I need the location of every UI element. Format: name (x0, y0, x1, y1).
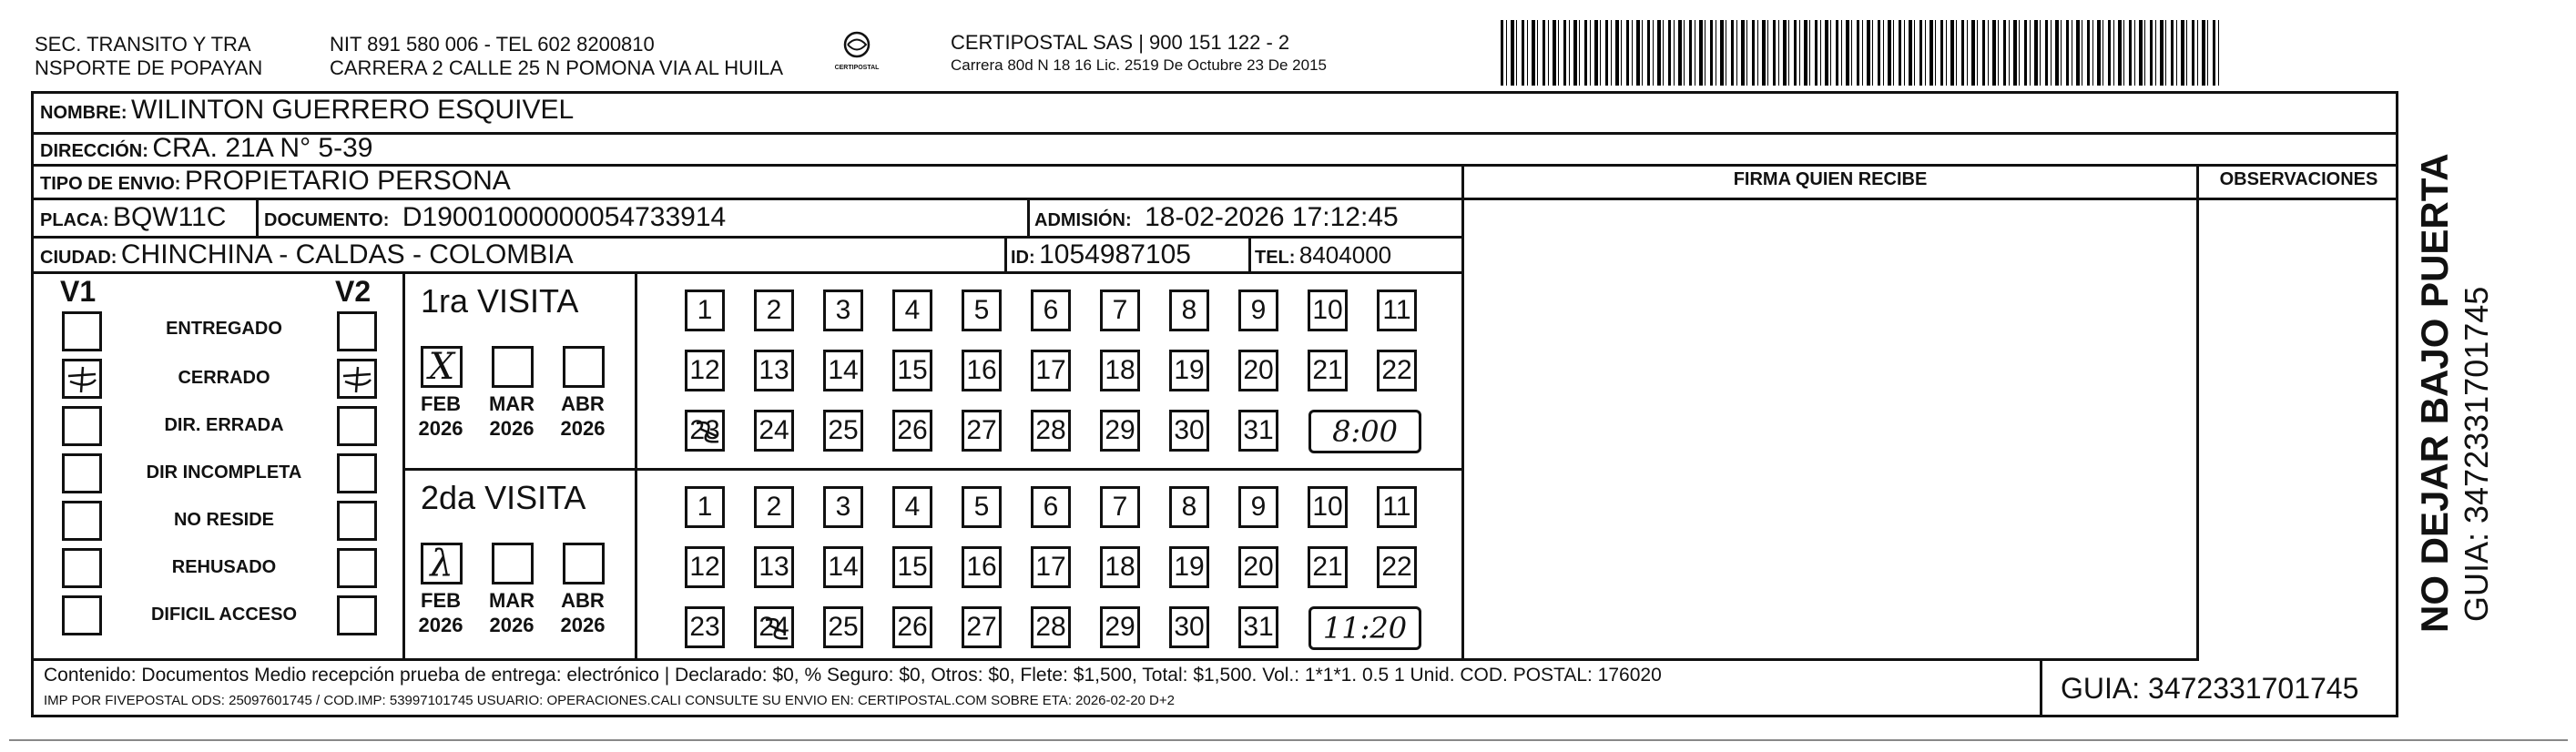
day-number: 25 (828, 612, 859, 642)
month-label (483, 588, 541, 637)
day-box[interactable] (1031, 350, 1071, 391)
day-number: 7 (1112, 492, 1128, 522)
side-guia: GUIA: 3472331701745 (2458, 286, 2495, 622)
day-box[interactable] (1031, 546, 1071, 588)
id-label: ID: (1011, 248, 1035, 268)
carrier-sub: Carrera 80d N 18 16 Lic. 2519 De Octubre 23 De 2015 (951, 56, 1327, 74)
day-box[interactable] (1238, 606, 1278, 648)
month-label (412, 391, 470, 441)
tel-label: TEL: (1255, 248, 1296, 268)
day-box[interactable] (685, 486, 725, 528)
tipo-field (40, 166, 511, 197)
direccion-field (40, 133, 372, 164)
month-year: 2026 (560, 614, 606, 636)
v1-checkbox[interactable] (62, 406, 102, 446)
day-number: 27 (966, 415, 997, 445)
day-number: 29 (1105, 415, 1135, 445)
divider (2196, 164, 2199, 661)
day-number: 9 (1250, 492, 1267, 522)
day-number: 26 (897, 612, 928, 642)
month-label (554, 588, 612, 637)
day-box[interactable] (962, 350, 1002, 391)
month-checkbox[interactable] (492, 543, 534, 584)
side-warning: NO DEJAR BAJO PUERTA (2413, 153, 2456, 633)
day-box[interactable] (823, 350, 863, 391)
day-box[interactable] (1031, 290, 1071, 331)
v1-checkbox[interactable] (62, 453, 102, 493)
divider (31, 271, 1464, 274)
divider (1461, 164, 1464, 661)
divider (2040, 658, 2042, 717)
day-number: 12 (689, 552, 720, 582)
month-checkbox[interactable] (563, 346, 605, 388)
day-box[interactable] (1100, 350, 1140, 391)
day-number: 10 (1312, 295, 1343, 325)
day-box[interactable] (1169, 290, 1209, 331)
day-box[interactable] (754, 486, 794, 528)
logo-icon (839, 31, 875, 62)
status-label: CERRADO (178, 368, 270, 388)
day-box[interactable] (823, 410, 863, 452)
day-number: 3 (835, 492, 851, 522)
day-number: 5 (973, 492, 990, 522)
day-box[interactable] (823, 546, 863, 588)
v1-checkbox[interactable] (62, 548, 102, 588)
day-box[interactable] (1238, 410, 1278, 452)
status-label: DIFICIL ACCESO (150, 605, 297, 625)
address-line: CARRERA 2 CALLE 25 N POMONA VIA AL HUILA (330, 56, 784, 79)
agency-contact (330, 33, 783, 80)
day-number: 28 (1035, 612, 1066, 642)
nombre-field (40, 95, 574, 126)
imp-line: IMP POR FIVEPOSTAL ODS: 25097601745 / COD.IMP: 53997101745 USUARIO: OPERACIONES.CALI CONSULTE SU ENVIO EN: CERTIPOSTAL.COM SOBRE ETA: 2026-02-20 D+2 (44, 693, 1175, 708)
carrier-info (951, 30, 1327, 76)
day-box[interactable] (1308, 350, 1348, 391)
day-box[interactable] (685, 546, 725, 588)
day-box[interactable] (1031, 486, 1071, 528)
day-number: 23 (689, 612, 720, 642)
tipo-value: PROPIETARIO PERSONA (184, 166, 511, 196)
divider (1461, 198, 2398, 200)
day-box[interactable] (1169, 410, 1209, 452)
day-box[interactable] (962, 290, 1002, 331)
month-name: MAR (488, 589, 535, 612)
divider (31, 658, 2196, 661)
nombre-value: WILINTON GUERRERO ESQUIVEL (131, 95, 575, 125)
v2-header: V2 (335, 275, 372, 308)
day-number: 29 (1105, 612, 1135, 642)
certipostal-logo (834, 31, 880, 71)
day-box[interactable] (892, 486, 932, 528)
day-number: 12 (689, 355, 720, 385)
day-number: 4 (904, 492, 921, 522)
day-box[interactable] (1100, 290, 1140, 331)
footer-guia: GUIA: 3472331701745 (2061, 672, 2359, 705)
day-box[interactable] (1169, 350, 1209, 391)
firma-header (1464, 169, 2196, 190)
day-box[interactable] (1308, 486, 1348, 528)
v2-checkbox[interactable] (337, 501, 377, 541)
month-checkbox[interactable] (421, 346, 463, 388)
day-box[interactable] (892, 350, 932, 391)
day-number: 13 (759, 355, 789, 385)
tipo-label: TIPO DE ENVIO: (40, 174, 181, 194)
day-box[interactable] (1238, 350, 1278, 391)
day-number: 20 (1243, 355, 1274, 385)
documento-label: DOCUMENTO: (264, 210, 390, 230)
v2-checkbox[interactable] (337, 548, 377, 588)
placa-label: PLACA: (40, 210, 109, 230)
admision-value: 18-02-2026 17:12:45 (1145, 202, 1399, 232)
time-box[interactable] (1308, 606, 1421, 650)
nit-line: NIT 891 580 006 - TEL 602 8200810 (330, 33, 655, 56)
day-box[interactable] (1308, 546, 1348, 588)
divider (31, 132, 2398, 135)
day-number: 24 (759, 612, 789, 642)
month-label (554, 391, 612, 441)
month-year: 2026 (489, 417, 535, 440)
divider (256, 198, 259, 236)
barcode (1501, 20, 2220, 86)
month-label (412, 588, 470, 637)
month-name: FEB (421, 392, 461, 415)
day-box[interactable] (1377, 350, 1417, 391)
day-box[interactable] (1100, 410, 1140, 452)
ciudad-value: CHINCHINA - CALDAS - COLOMBIA (120, 239, 574, 269)
tel-field (1255, 241, 1391, 269)
status-label: REHUSADO (171, 557, 277, 577)
divider (1027, 198, 1030, 236)
tel-value: 8404000 (1298, 241, 1392, 269)
day-number: 30 (1174, 415, 1205, 445)
observaciones-label: OBSERVACIONES (2219, 169, 2378, 189)
day-box[interactable] (823, 606, 863, 648)
day-number: 10 (1312, 492, 1343, 522)
day-number: 1 (697, 492, 713, 522)
day-box[interactable] (685, 606, 725, 648)
admision-label: ADMISIÓN: (1034, 210, 1132, 230)
agency-line-1: SEC. TRANSITO Y TRA (35, 33, 251, 56)
day-number: 27 (966, 612, 997, 642)
day-box[interactable] (1169, 486, 1209, 528)
day-box[interactable] (1169, 606, 1209, 648)
v1-checkbox[interactable] (62, 359, 102, 399)
day-box[interactable] (754, 546, 794, 588)
day-box[interactable] (892, 410, 932, 452)
v2-checkbox[interactable] (337, 595, 377, 635)
day-number: 8 (1181, 492, 1197, 522)
day-box[interactable] (892, 546, 932, 588)
day-number: 20 (1243, 552, 1274, 582)
day-number: 3 (835, 295, 851, 325)
day-number: 6 (1043, 492, 1059, 522)
day-box[interactable] (754, 350, 794, 391)
divider (1248, 236, 1251, 271)
visit-title: 2da VISITA (421, 479, 586, 516)
nombre-label: NOMBRE: (40, 103, 127, 123)
day-number: 31 (1243, 612, 1274, 642)
admision-field (1034, 202, 1399, 233)
day-box[interactable] (685, 290, 725, 331)
placa-value: BQW11C (113, 202, 227, 232)
firma-label: FIRMA QUIEN RECIBE (1733, 169, 1928, 189)
visit-title: 1ra VISITA (421, 282, 579, 320)
day-number: 24 (759, 415, 789, 445)
divider (1004, 236, 1007, 271)
month-checkbox[interactable] (492, 346, 534, 388)
observaciones-header (2199, 169, 2398, 190)
direccion-label: DIRECCIÓN: (40, 141, 148, 161)
status-label: DIR INCOMPLETA (146, 462, 302, 483)
day-number: 15 (897, 552, 928, 582)
logo-text: CERTIPOSTAL (834, 65, 880, 71)
divider (402, 468, 1464, 471)
day-number: 25 (828, 415, 859, 445)
month-year: 2026 (418, 614, 463, 636)
day-number: 21 (1312, 552, 1343, 582)
day-box[interactable] (1238, 290, 1278, 331)
checkmark-icon (65, 361, 99, 396)
status-label: DIR. ERRADA (164, 415, 284, 435)
day-box[interactable] (962, 486, 1002, 528)
day-number: 7 (1112, 295, 1128, 325)
day-box[interactable] (1238, 546, 1278, 588)
checkmark-icon (340, 361, 374, 396)
agency-line-2: NSPORTE DE POPAYAN (35, 56, 263, 79)
id-value: 1054987105 (1039, 239, 1191, 269)
day-box[interactable] (1100, 546, 1140, 588)
day-number: 15 (897, 355, 928, 385)
v1-checkbox[interactable] (62, 501, 102, 541)
day-number: 16 (966, 355, 997, 385)
day-number: 28 (1035, 415, 1066, 445)
v2-checkbox[interactable] (337, 311, 377, 351)
day-number: 22 (1381, 552, 1412, 582)
contenido-line: Contenido: Documentos Medio recepción prueba de entrega: electrónico | Declarado: $0, % Seguro: $0, Otros: $0, Flete: $1,500, Total: $1,500. Vol.: 1*1*1. 0.5 1 Unid. COD. POSTAL: 176020 (44, 665, 1662, 686)
day-box[interactable] (892, 606, 932, 648)
day-box[interactable] (962, 606, 1002, 648)
day-number: 14 (828, 552, 859, 582)
placa-field (40, 202, 226, 233)
day-number: 4 (904, 295, 921, 325)
v2-checkbox[interactable] (337, 406, 377, 446)
month-name: ABR (561, 392, 605, 415)
agency-name (35, 33, 262, 80)
handwritten-mark: X (428, 346, 455, 388)
day-box[interactable] (1031, 606, 1071, 648)
ciudad-field (40, 239, 574, 270)
scribble-mark-icon (760, 613, 793, 645)
bottom-rule (9, 739, 2568, 741)
id-field (1011, 239, 1191, 270)
day-box[interactable] (754, 606, 794, 648)
day-number: 21 (1312, 355, 1343, 385)
month-name: FEB (421, 589, 461, 612)
scribble-mark-icon (691, 416, 724, 449)
day-number: 13 (759, 552, 789, 582)
documento-value: D19001000000054733914 (402, 202, 727, 232)
day-box[interactable] (754, 410, 794, 452)
v2-checkbox[interactable] (337, 453, 377, 493)
v1-checkbox[interactable] (62, 311, 102, 351)
direccion-value: CRA. 21A N° 5-39 (152, 133, 373, 163)
day-number: 18 (1105, 552, 1135, 582)
carrier-line: CERTIPOSTAL SAS | 900 151 122 - 2 (951, 31, 1290, 54)
day-number: 5 (973, 295, 990, 325)
day-box[interactable] (685, 410, 725, 452)
divider (635, 271, 637, 661)
day-box[interactable] (962, 546, 1002, 588)
documento-field (264, 202, 726, 233)
day-number: 30 (1174, 612, 1205, 642)
handwritten-mark: λ (430, 543, 453, 584)
day-box[interactable] (823, 290, 863, 331)
ciudad-label: CIUDAD: (40, 248, 117, 268)
time-value: 8:00 (1332, 414, 1398, 449)
v1-header: V1 (60, 275, 97, 308)
day-box[interactable] (823, 486, 863, 528)
day-number: 11 (1382, 295, 1411, 325)
day-number: 23 (689, 415, 720, 445)
day-number: 17 (1035, 552, 1066, 582)
day-number: 16 (966, 552, 997, 582)
month-checkbox[interactable] (421, 543, 463, 584)
day-box[interactable] (1308, 290, 1348, 331)
day-box[interactable] (1238, 486, 1278, 528)
month-year: 2026 (560, 417, 606, 440)
day-box[interactable] (892, 290, 932, 331)
v1-checkbox[interactable] (62, 595, 102, 635)
day-number: 22 (1381, 355, 1412, 385)
v2-checkbox[interactable] (337, 359, 377, 399)
day-number: 19 (1174, 355, 1205, 385)
month-checkbox[interactable] (563, 543, 605, 584)
day-box[interactable] (1377, 290, 1417, 331)
status-label: ENTREGADO (166, 319, 282, 339)
day-number: 9 (1250, 295, 1267, 325)
day-number: 6 (1043, 295, 1059, 325)
day-box[interactable] (1377, 486, 1417, 528)
day-box[interactable] (685, 350, 725, 391)
day-number: 26 (897, 415, 928, 445)
day-box[interactable] (1377, 546, 1417, 588)
day-box[interactable] (962, 410, 1002, 452)
day-number: 11 (1382, 492, 1411, 522)
day-number: 2 (766, 295, 782, 325)
day-number: 8 (1181, 295, 1197, 325)
day-box[interactable] (1169, 546, 1209, 588)
status-label: NO RESIDE (173, 510, 275, 530)
side-text (2413, 123, 2497, 633)
month-label (483, 391, 541, 441)
time-box[interactable] (1308, 410, 1421, 453)
day-box[interactable] (1100, 606, 1140, 648)
day-number: 17 (1035, 355, 1066, 385)
day-box[interactable] (1031, 410, 1071, 452)
month-year: 2026 (418, 417, 463, 440)
day-number: 31 (1243, 415, 1274, 445)
day-number: 18 (1105, 355, 1135, 385)
day-number: 2 (766, 492, 782, 522)
time-value: 11:20 (1322, 611, 1408, 645)
month-name: ABR (561, 589, 605, 612)
day-number: 14 (828, 355, 859, 385)
divider (402, 271, 405, 661)
day-number: 1 (697, 295, 713, 325)
month-name: MAR (488, 392, 535, 415)
day-box[interactable] (754, 290, 794, 331)
day-box[interactable] (1100, 486, 1140, 528)
month-year: 2026 (489, 614, 535, 636)
day-number: 19 (1174, 552, 1205, 582)
